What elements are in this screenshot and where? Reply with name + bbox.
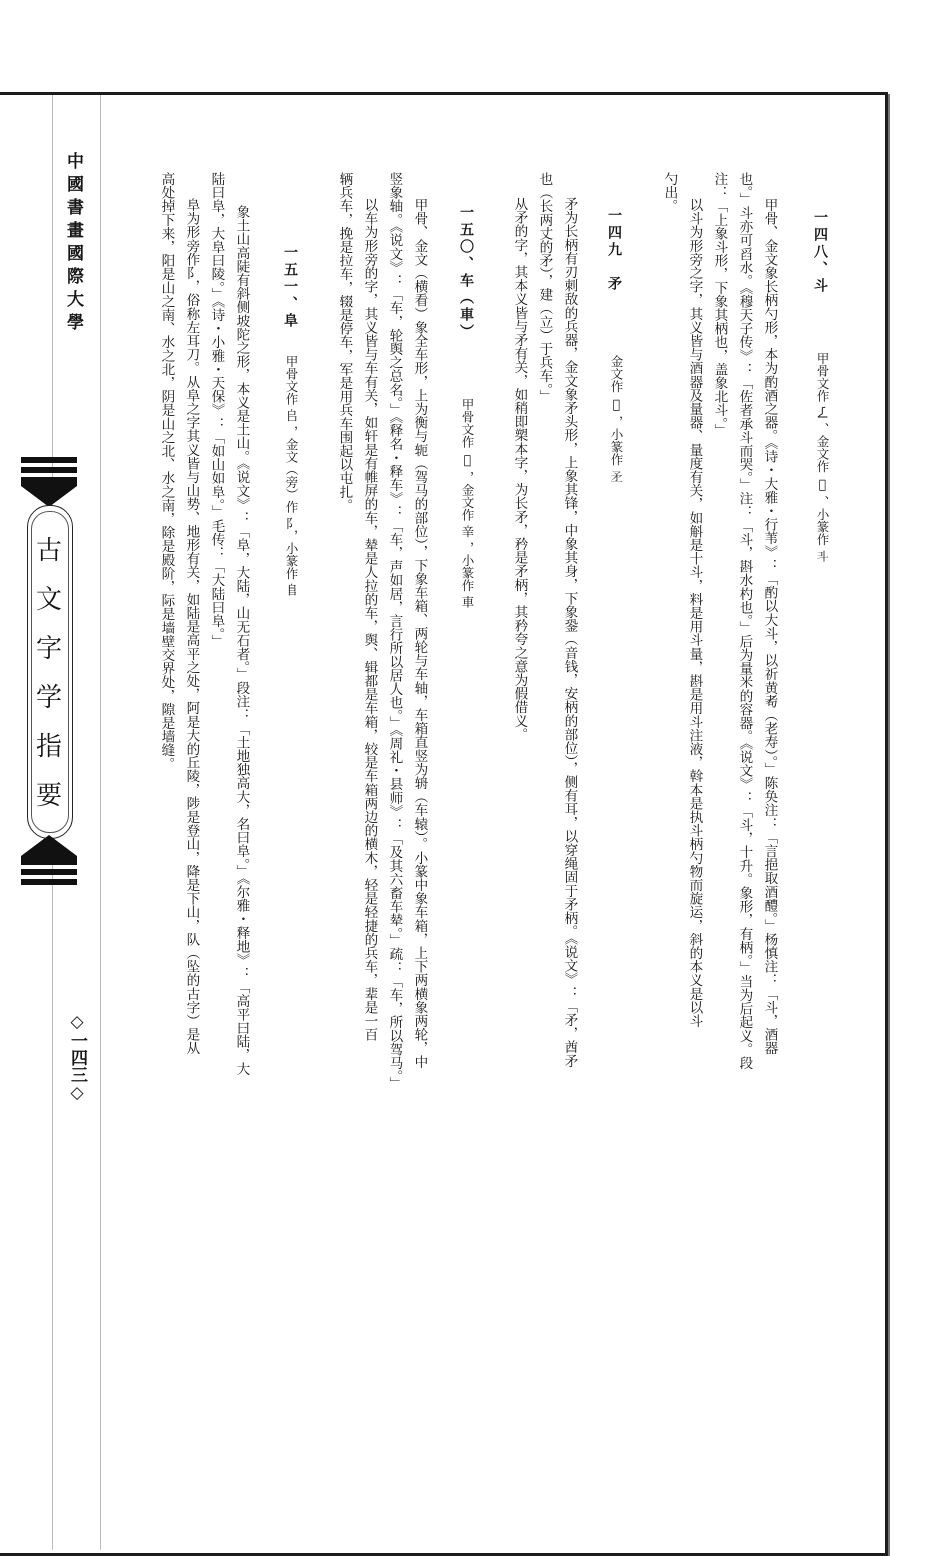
body-line: 高处掉下来，阳是山之南、水之北，阴是山之北、水之南，除是殿阶，际是墙壁交界处，隙是墙缝。 — [158, 172, 175, 771]
body-line: 勺出。 — [661, 172, 678, 213]
emblem-bar — [21, 869, 77, 875]
body-line: 甲骨、金文象长柄勺形，本为酌酒之器。《诗・大雅・行苇》：「酌以大斗，以祈黄耇（老寿）。」陈奂注：「言挹取酒醴。」杨慎注：「斗，酒器 — [761, 198, 778, 1055]
body-line: 竖象轴。《说文》：「车，轮舆之总名。」《释名・释车》：「车，声如居，言行所以居人也。」《周礼・县师》：「及其六畜车辇。」疏：「车，所以驾马。」 — [386, 172, 403, 1090]
body-line: 甲骨、金文（横看）象全车形，上为衡与轭（驾马的部位），下象车箱、两轮与车轴，车箱直竖为辀（车辕）。小篆中象车箱，上下两横象两轮，中 — [411, 198, 428, 1069]
emblem-bar — [21, 467, 77, 473]
entry-forms: 甲骨文作 𠄏 、金文作 𠂋 、小篆作 𣁬 — [815, 352, 830, 562]
body-line: 以斗为形旁之字，其义皆与酒器及量器、量度有关，如斛是十斗，料是用斗量，斟是用斗注液，斡本是执斗柄勺物而旋运，斜的本义是以斗 — [686, 198, 703, 1028]
book-title-char: 字 — [35, 634, 62, 664]
book-title-char: 学 — [35, 683, 62, 713]
body-line: 阜为形旁作阝，俗称左耳刀。从阜之字其义皆与山势、地形有关，如陆是高平之处，阿是大的丘陵，陟是登山，降是下山，队（坠的古字）是从 — [183, 198, 200, 1055]
emblem-chevron-top — [21, 477, 77, 507]
entry-heading: 一四九 矛 — [606, 208, 622, 293]
book-title-char: 古 — [35, 536, 62, 566]
emblem-bar — [21, 457, 77, 463]
body-line: 陆曰阜，大阜曰陵。」《诗・小雅・天保》：「如山如阜。」毛传：「大陆曰阜。」 — [208, 172, 225, 648]
body-line: 也（长两丈的矛），建（立）于兵车。」 — [536, 172, 553, 404]
body-line: 象土山高陡有斜侧坡陀之形，本义是土山。《说文》：「阜，大陆，山无石者。」段注：「土地独高大，名曰阜。」《尔雅・释地》：「高平曰陆，大 — [233, 205, 250, 1076]
book-title — [33, 527, 65, 821]
entry-heading: 一五〇、车（車） — [458, 205, 474, 341]
body-line: 辆兵车，挽是拉车，辍是停车，军是用兵车围起以屯扎。 — [336, 172, 353, 512]
entry-heading: 一五一、阜 — [282, 245, 298, 330]
emblem-bar — [21, 879, 77, 885]
university-name: 中國書畫國際大學 — [63, 152, 83, 336]
book-title-char: 要 — [35, 781, 62, 811]
body-line: 矛为长柄有刃刺敌的兵器，金文象矛头形，上象其锋，中象其身，下象銎（音钱，安柄的部位），侧有耳，以穿绳固于矛柄。《说文》：「矛，酋矛 — [561, 197, 578, 1068]
body-line: 以车为形旁的字，其义皆与车有关，如轩是有帷屏的车，辇是人拉的车，舆、辑都是车箱，较是车箱两边的横木，轻是轻捷的兵车，辈是一百 — [361, 198, 378, 1042]
spine-divider-right — [100, 95, 101, 1550]
body-line: 从矛的字，其本义皆与矛有关，如稍即槊本字，为长矛，矜是矛柄，其矜夸之意为假借义。 — [511, 197, 528, 741]
emblem-chevron-bottom — [21, 835, 77, 865]
book-title-emblem — [21, 457, 77, 885]
body-line: 也。」斗亦可舀水。《穆天子传》：「佐者承斗而哭。」注：「斗，斟水杓也。」后为量米的容器。《说文》：「斗，十升。象形，有柄。」当为后起义。段 — [736, 172, 753, 1070]
entry-forms: 甲骨文作 𠂤 ，金文（旁）作 阝，小篆作 𨸏 — [284, 355, 299, 596]
page-number: ◇一四三◇ — [67, 1012, 87, 1103]
entry-forms: 甲骨文作 𨏮 ，金文作 𨐌 ，小篆作 車 — [460, 398, 475, 608]
entry-heading: 一四八、斗 — [812, 210, 828, 295]
book-title-char: 指 — [35, 732, 62, 762]
book-title-char: 文 — [35, 585, 62, 615]
body-line: 注：「上象斗形，下象其柄也，盖象北斗。」 — [711, 172, 728, 438]
entry-forms: 金文作 𠭃 ，小篆作 𥍝 — [609, 355, 624, 482]
